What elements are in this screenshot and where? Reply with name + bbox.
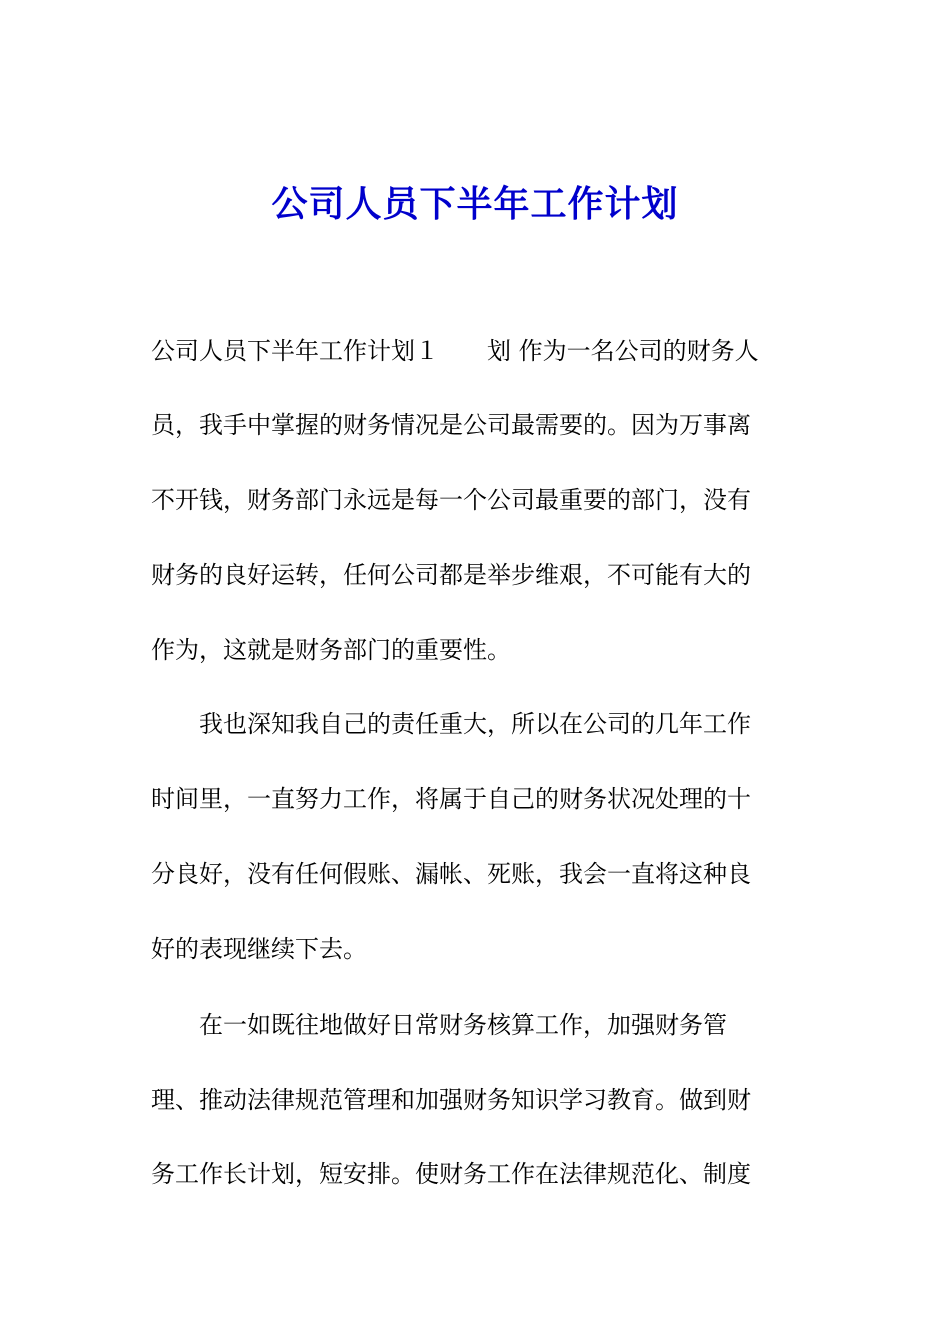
body-line: 员，我手中掌握的财务情况是公司最需要的。因为万事离 xyxy=(151,411,751,439)
body-line: 在一如既往地做好日常财务核算工作，加强财务管 xyxy=(151,1011,727,1039)
body-line: 我也深知我自己的责任重大，所以在公司的几年工作 xyxy=(151,710,751,738)
body-line: 时间里，一直努力工作，将属于自己的财务状况处理的十 xyxy=(151,785,751,813)
body-line: 分良好，没有任何假账、漏帐、死账，我会一直将这种良 xyxy=(151,860,751,888)
document-title: 公司人员下半年工作计划 xyxy=(271,183,679,225)
body-line: 不开钱，财务部门永远是每一个公司最重要的部门，没有 xyxy=(151,486,751,514)
body-line: 理、推动法律规范管理和加强财务知识学习教育。做到财 xyxy=(151,1086,751,1114)
body-line: 作为，这就是财务部门的重要性。 xyxy=(151,636,511,664)
body-line: 务工作长计划，短安排。使财务工作在法律规范化、制度 xyxy=(151,1160,751,1188)
body-line: 财务的良好运转，任何公司都是举步维艰，不可能有大的 xyxy=(151,561,751,589)
body-line: 公司人员下半年工作计划１ 划 作为一名公司的财务人 xyxy=(151,337,759,365)
body-line: 好的表现继续下去。 xyxy=(151,935,367,963)
